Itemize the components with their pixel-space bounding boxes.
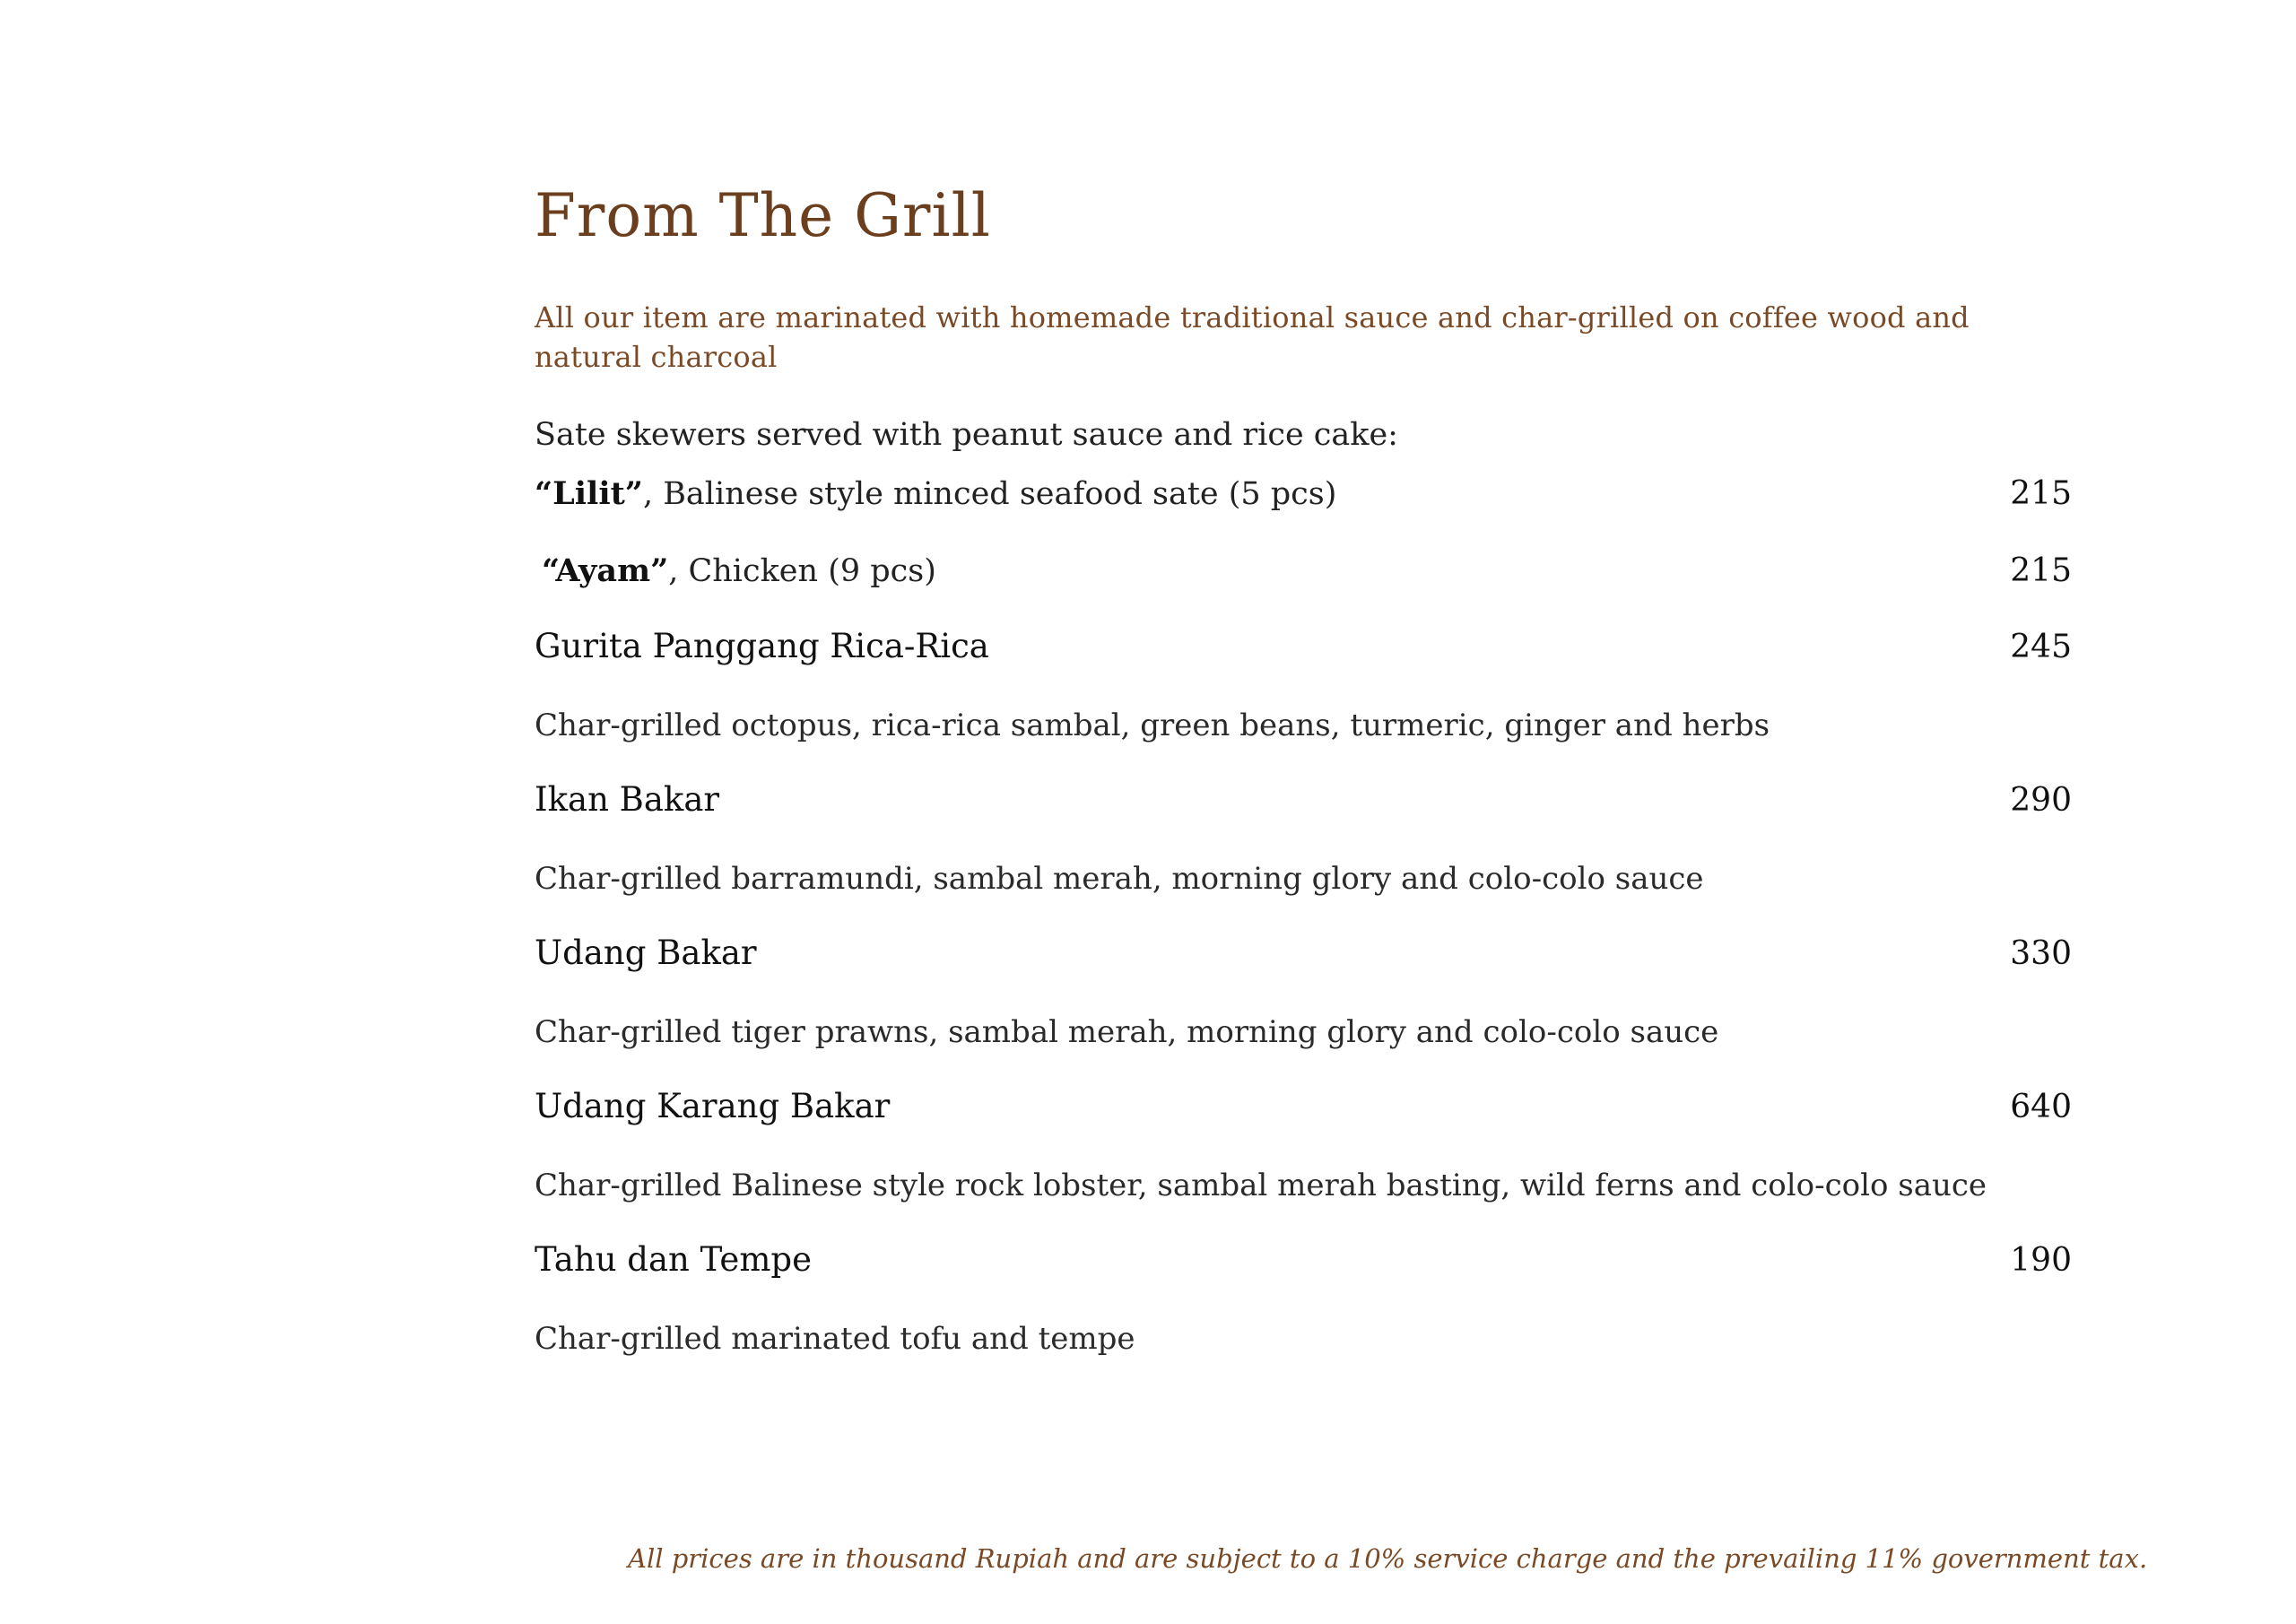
sate-item-text	[535, 549, 936, 594]
sate-item-price: 215	[2010, 475, 2072, 512]
sate-item-name: “Ayam”	[542, 552, 669, 589]
dish-price: 245	[2010, 629, 2072, 665]
dish-name: Tahu dan Tempe	[535, 1240, 812, 1279]
sate-heading: Sate skewers served with peanut sauce and rice cake:	[535, 417, 1398, 453]
dish-name: Udang Karang Bakar	[535, 1087, 891, 1125]
intro-text: All our item are marinated with homemade traditional sauce and char-grilled on coffee wood and natural charcoal	[535, 300, 1970, 374]
dish-row-udang-karang-bakar	[535, 1083, 2072, 1130]
dish-row-tahu-tempe	[535, 1237, 2072, 1283]
dish-description: Char-grilled tiger prawns, sambal merah, morning glory and colo-colo sauce	[535, 1014, 1719, 1050]
sate-item-ayam	[535, 549, 2072, 594]
dish-description: Char-grilled marinated tofu and tempe	[535, 1321, 1135, 1357]
sate-item-lilit	[535, 472, 2072, 517]
sate-item-text	[535, 472, 1336, 517]
dish-price: 190	[2010, 1242, 2072, 1279]
dish-row-ikan-bakar	[535, 777, 2072, 823]
dish-price: 640	[2010, 1089, 2072, 1125]
dish-row-gurita	[535, 623, 2072, 670]
menu-content	[535, 176, 2072, 1360]
dish-description: Char-grilled barramundi, sambal merah, morning glory and colo-colo sauce	[535, 861, 1704, 897]
sate-item-desc: , Chicken (9 pcs)	[668, 553, 936, 589]
dish-description: Char-grilled Balinese style rock lobster, sambal merah basting, wild ferns and colo-colo sauce	[535, 1168, 1987, 1203]
footer-note: All prices are in thousand Rupiah and are subject to a 10% service charge and the prevailing 11% government tax.	[628, 1543, 2148, 1574]
sate-item-desc: , Balinese style minced seafood sate (5 pcs)	[642, 476, 1337, 512]
dish-price: 330	[2010, 935, 2072, 972]
dish-price: 290	[2010, 782, 2072, 819]
sate-item-name: “Lilit”	[535, 475, 643, 512]
dish-name: Ikan Bakar	[535, 780, 720, 819]
sate-item-price: 215	[2010, 552, 2072, 589]
dish-row-udang-bakar	[535, 930, 2072, 977]
dish-name: Gurita Panggang Rica-Rica	[535, 627, 989, 665]
dish-name: Udang Bakar	[535, 934, 757, 972]
dish-description: Char-grilled octopus, rica-rica sambal, green beans, turmeric, ginger and herbs	[535, 708, 1770, 743]
page-title: From The Grill	[535, 181, 991, 250]
